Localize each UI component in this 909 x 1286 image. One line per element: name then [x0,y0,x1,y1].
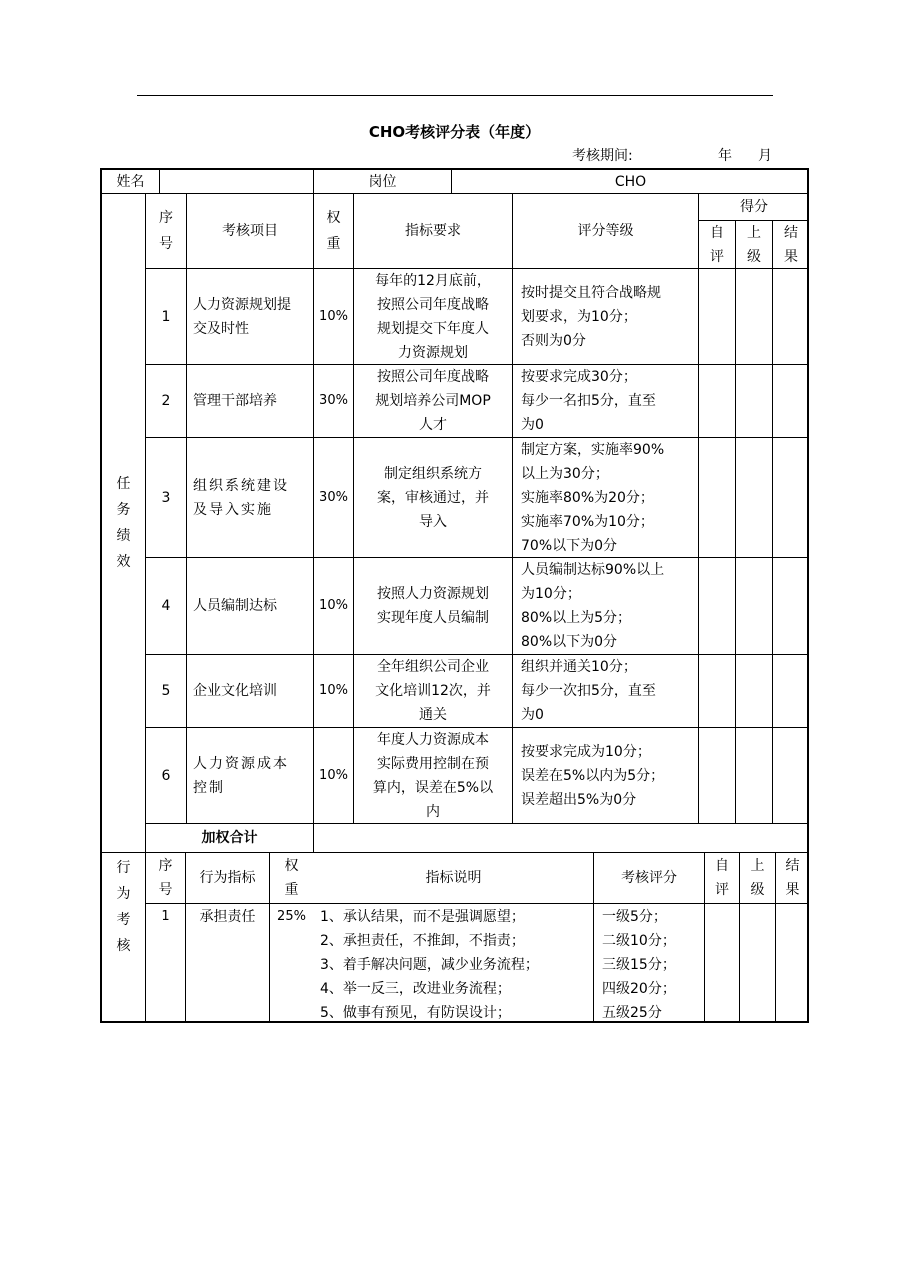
behavior-col-superior: 上 级 [750,858,765,898]
document-title: CHO考核评分表（年度） [368,123,541,141]
post-value: CHO [614,173,647,190]
post-label: 岗位 [368,173,397,190]
top-rule [137,95,773,96]
task-row-seq: 5 [161,683,171,699]
task-col-self: 自 评 [710,224,724,265]
task-col-item: 考核项目 [222,223,278,239]
grid-line [698,193,699,823]
weighted-total-value[interactable] [314,824,809,852]
task-row-requirement: 制定组织系统方 案，审核通过，并 导入 [377,465,489,530]
task-row-grading: 组织并通关10分； 每少一次扣5分，直至 为0 [521,659,656,723]
name-label: 姓名 [116,173,145,190]
task-row-item: 组织系统建设 及导入实施 [193,477,289,518]
task-row-seq: 6 [161,767,171,784]
task-row-item: 企业文化培训 [193,683,277,699]
task-col-superior: 上 级 [747,224,761,265]
task-row-requirement: 按照人力资源规划 实现年度人员编制 [377,586,489,626]
behavior-col-indicator: 行为指标 [199,870,256,886]
task-row-requirement: 按照公司年度战略 规划培养公司MOP 人才 [375,369,491,433]
task-col-seq: 序 号 [159,210,173,252]
task-row-item: 人力资源规划提 交及时性 [193,296,291,337]
task-row-grading: 按要求完成为10分； 误差在5%以内为5分； 误差超出5%为0分 [521,743,665,808]
behavior-row-seq: 1 [161,909,170,924]
task-row-grading: 按时提交且符合战略规 划要求，为10分； 否则为0分 [521,284,661,349]
task-col-weight: 权 重 [326,210,341,252]
task-row-weight: 10% [319,767,348,783]
task-row-weight: 30% [319,489,348,505]
task-row-weight: 10% [319,683,348,698]
year-label: 年 [718,148,732,164]
period-label: 考核期间: [572,148,633,164]
task-col-result: 结 果 [784,224,798,265]
task-section-label: 任 务 绩 效 [116,476,131,570]
task-row-item: 管理干部培养 [193,393,277,409]
task-col-requirement: 指标要求 [405,223,461,239]
name-field[interactable] [160,170,313,193]
assessment-table [100,168,809,1023]
task-row-grading: 制定方案，实施率90% 以上为30分； 实施率80%为20分； 实施率70%为10分； 70%以下为0分 [521,441,665,554]
task-row-seq: 2 [161,393,171,409]
grid-line [186,193,187,823]
task-row-seq: 3 [161,489,171,506]
assessment-period [572,145,772,165]
task-row-grading: 按要求完成30分； 每少一名扣5分，直至 为0 [521,369,656,433]
behavior-col-seq: 序 号 [158,858,173,898]
behavior-row-rating: 一级5分； 二级10分； 三级15分； 四级20分； 五级25分 [602,909,676,1021]
behavior-row-weight: 25% [277,909,306,924]
behavior-row-indicator: 承担责任 [199,909,256,925]
task-row-weight: 10% [319,308,348,324]
grid-line [735,220,736,823]
task-row-seq: 4 [161,598,171,614]
task-row-seq: 1 [161,308,171,325]
task-row-item: 人员编制达标 [193,598,277,614]
behavior-col-rating: 考核评分 [621,870,677,886]
task-row-requirement: 每年的12月底前， 按照公司年度战略 规划提交下年度人 力资源规划 [375,272,491,361]
behavior-col-description: 指标说明 [425,870,482,886]
behavior-col-weight: 权 重 [284,858,299,898]
behavior-col-self: 自 评 [715,858,729,898]
task-row-weight: 10% [319,598,348,613]
grid-line [772,220,773,823]
grid-line [512,193,513,823]
task-col-score: 得分 [740,199,768,215]
task-row-requirement: 年度人力资源成本 实际费用控制在预 算内，误差在5%以 内 [372,731,494,820]
behavior-row-description: 1、承认结果，而不是强调愿望； 2、承担责任，不推卸，不指责； 3、着手解决问题，减少业务流程； 4、举一反三，改进业务流程； 5、做事有预见，有防误设计； [320,909,539,1021]
weighted-total-label: 加权合计 [201,830,258,846]
task-row-item: 人力资源成本 控制 [193,755,289,796]
task-row-requirement: 全年组织公司企业 文化培训12次，并 通关 [375,659,491,723]
month-label: 月 [758,148,772,164]
task-row-weight: 30% [319,393,348,408]
task-col-grading: 评分等级 [577,223,634,239]
task-row-grading: 人员编制达标90%以上 为10分； 80%以上为5分； 80%以下为0分 [521,562,665,650]
behavior-col-result: 结 果 [785,858,800,898]
behavior-section-label: 行 为 考 核 [116,860,131,954]
